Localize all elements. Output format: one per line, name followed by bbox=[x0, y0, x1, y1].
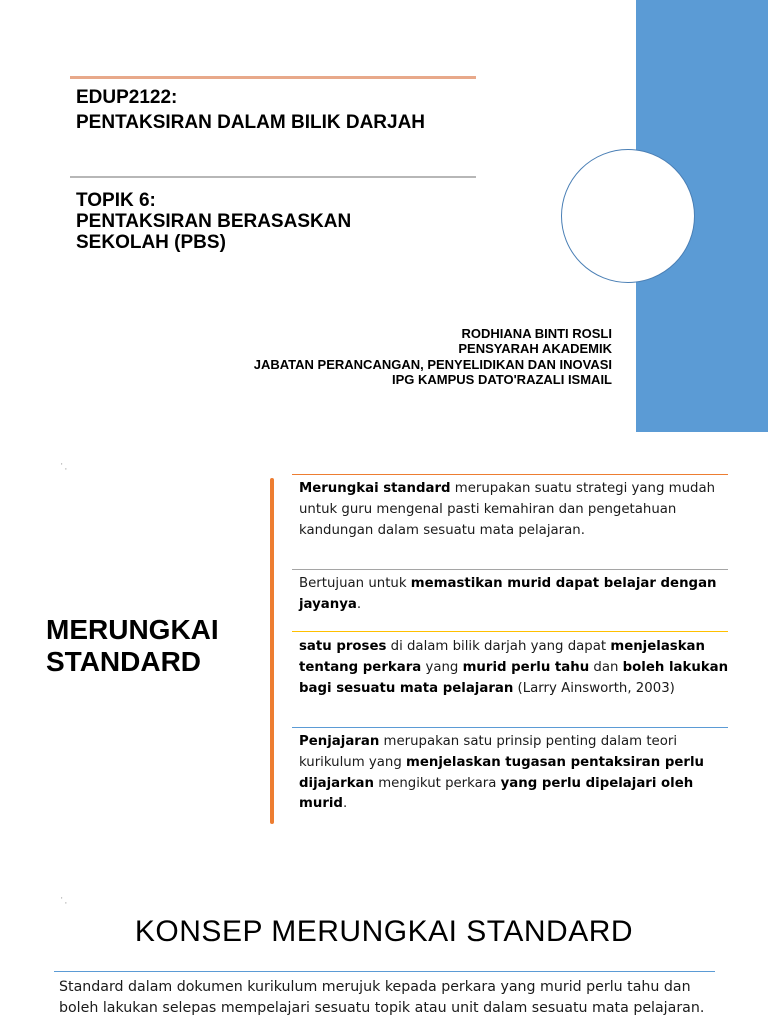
paragraph-alignment: Penjajaran merupakan satu prinsip penting dalam teori kurikulum yang menjelaskan tugasan pentaksiran perlu dijajarkan mengikut perkara yang perlu dipelajari oleh murid. bbox=[299, 734, 704, 812]
separator-blue bbox=[292, 727, 728, 728]
topic-line-1: PENTAKSIRAN BERASASKAN bbox=[76, 211, 352, 232]
section-title-line-2: STANDARD bbox=[46, 646, 202, 677]
term-merungkai-standard: Merungkai standard bbox=[299, 481, 451, 496]
section-title bbox=[46, 614, 219, 678]
concept-rule bbox=[54, 971, 715, 972]
topic-heading bbox=[76, 190, 351, 253]
course-code: EDUP2122: bbox=[76, 87, 178, 108]
concept-text: Standard dalam dokumen kurikulum merujuk kepada perkara yang murid perlu tahu dan boleh lakukan selepas mempelajari sesuatu topik atau unit dalam sesuatu mata pelajaran. bbox=[59, 979, 705, 1016]
author-institution: IPG KAMPUS DATO'RAZALI ISMAIL bbox=[392, 371, 612, 387]
decorative-circle bbox=[561, 149, 695, 283]
author-block bbox=[150, 326, 612, 387]
orange-brace bbox=[270, 478, 274, 824]
section-title-line-1: MERUNGKAI bbox=[46, 614, 219, 645]
title-bottom-rule bbox=[70, 176, 476, 178]
separator-yellow bbox=[292, 631, 728, 632]
paragraph-definition: Merungkai standard merupakan suatu strategi yang mudah untuk guru mengenal pasti kemahiran dan pengetahuan kandungan dalam sesuatu mata pelajaran. bbox=[299, 481, 716, 538]
separator-gray bbox=[292, 569, 728, 570]
slide-marker-2: ' , bbox=[61, 896, 67, 905]
author-name: RODHIANA BINTI ROSLI bbox=[461, 326, 612, 341]
paragraph-purpose: Bertujuan untuk memastikan murid dapat belajar dengan jayanya. bbox=[299, 576, 717, 612]
topic-line-2: SEKOLAH (PBS) bbox=[76, 232, 226, 253]
concept-title: KONSEP MERUNGKAI STANDARD bbox=[134, 915, 634, 948]
course-title: PENTAKSIRAN DALAM BILIK DARJAH bbox=[76, 112, 426, 133]
slide-marker: ' , bbox=[61, 462, 67, 471]
author-role: PENSYARAH AKADEMIK bbox=[458, 341, 612, 357]
title-top-rule bbox=[70, 76, 476, 79]
course-heading bbox=[76, 85, 425, 135]
author-department: JABATAN PERANCANGAN, PENYELIDIKAN DAN INOVASI bbox=[253, 356, 612, 372]
separator-orange bbox=[292, 474, 728, 475]
paragraph-process: satu proses di dalam bilik darjah yang dapat menjelaskan tentang perkara yang murid perlu tahu dan boleh lakukan bagi sesuatu mata pelajaran (Larry Ainsworth, 2003) bbox=[299, 639, 729, 696]
topic-label: TOPIK 6: bbox=[76, 190, 156, 211]
